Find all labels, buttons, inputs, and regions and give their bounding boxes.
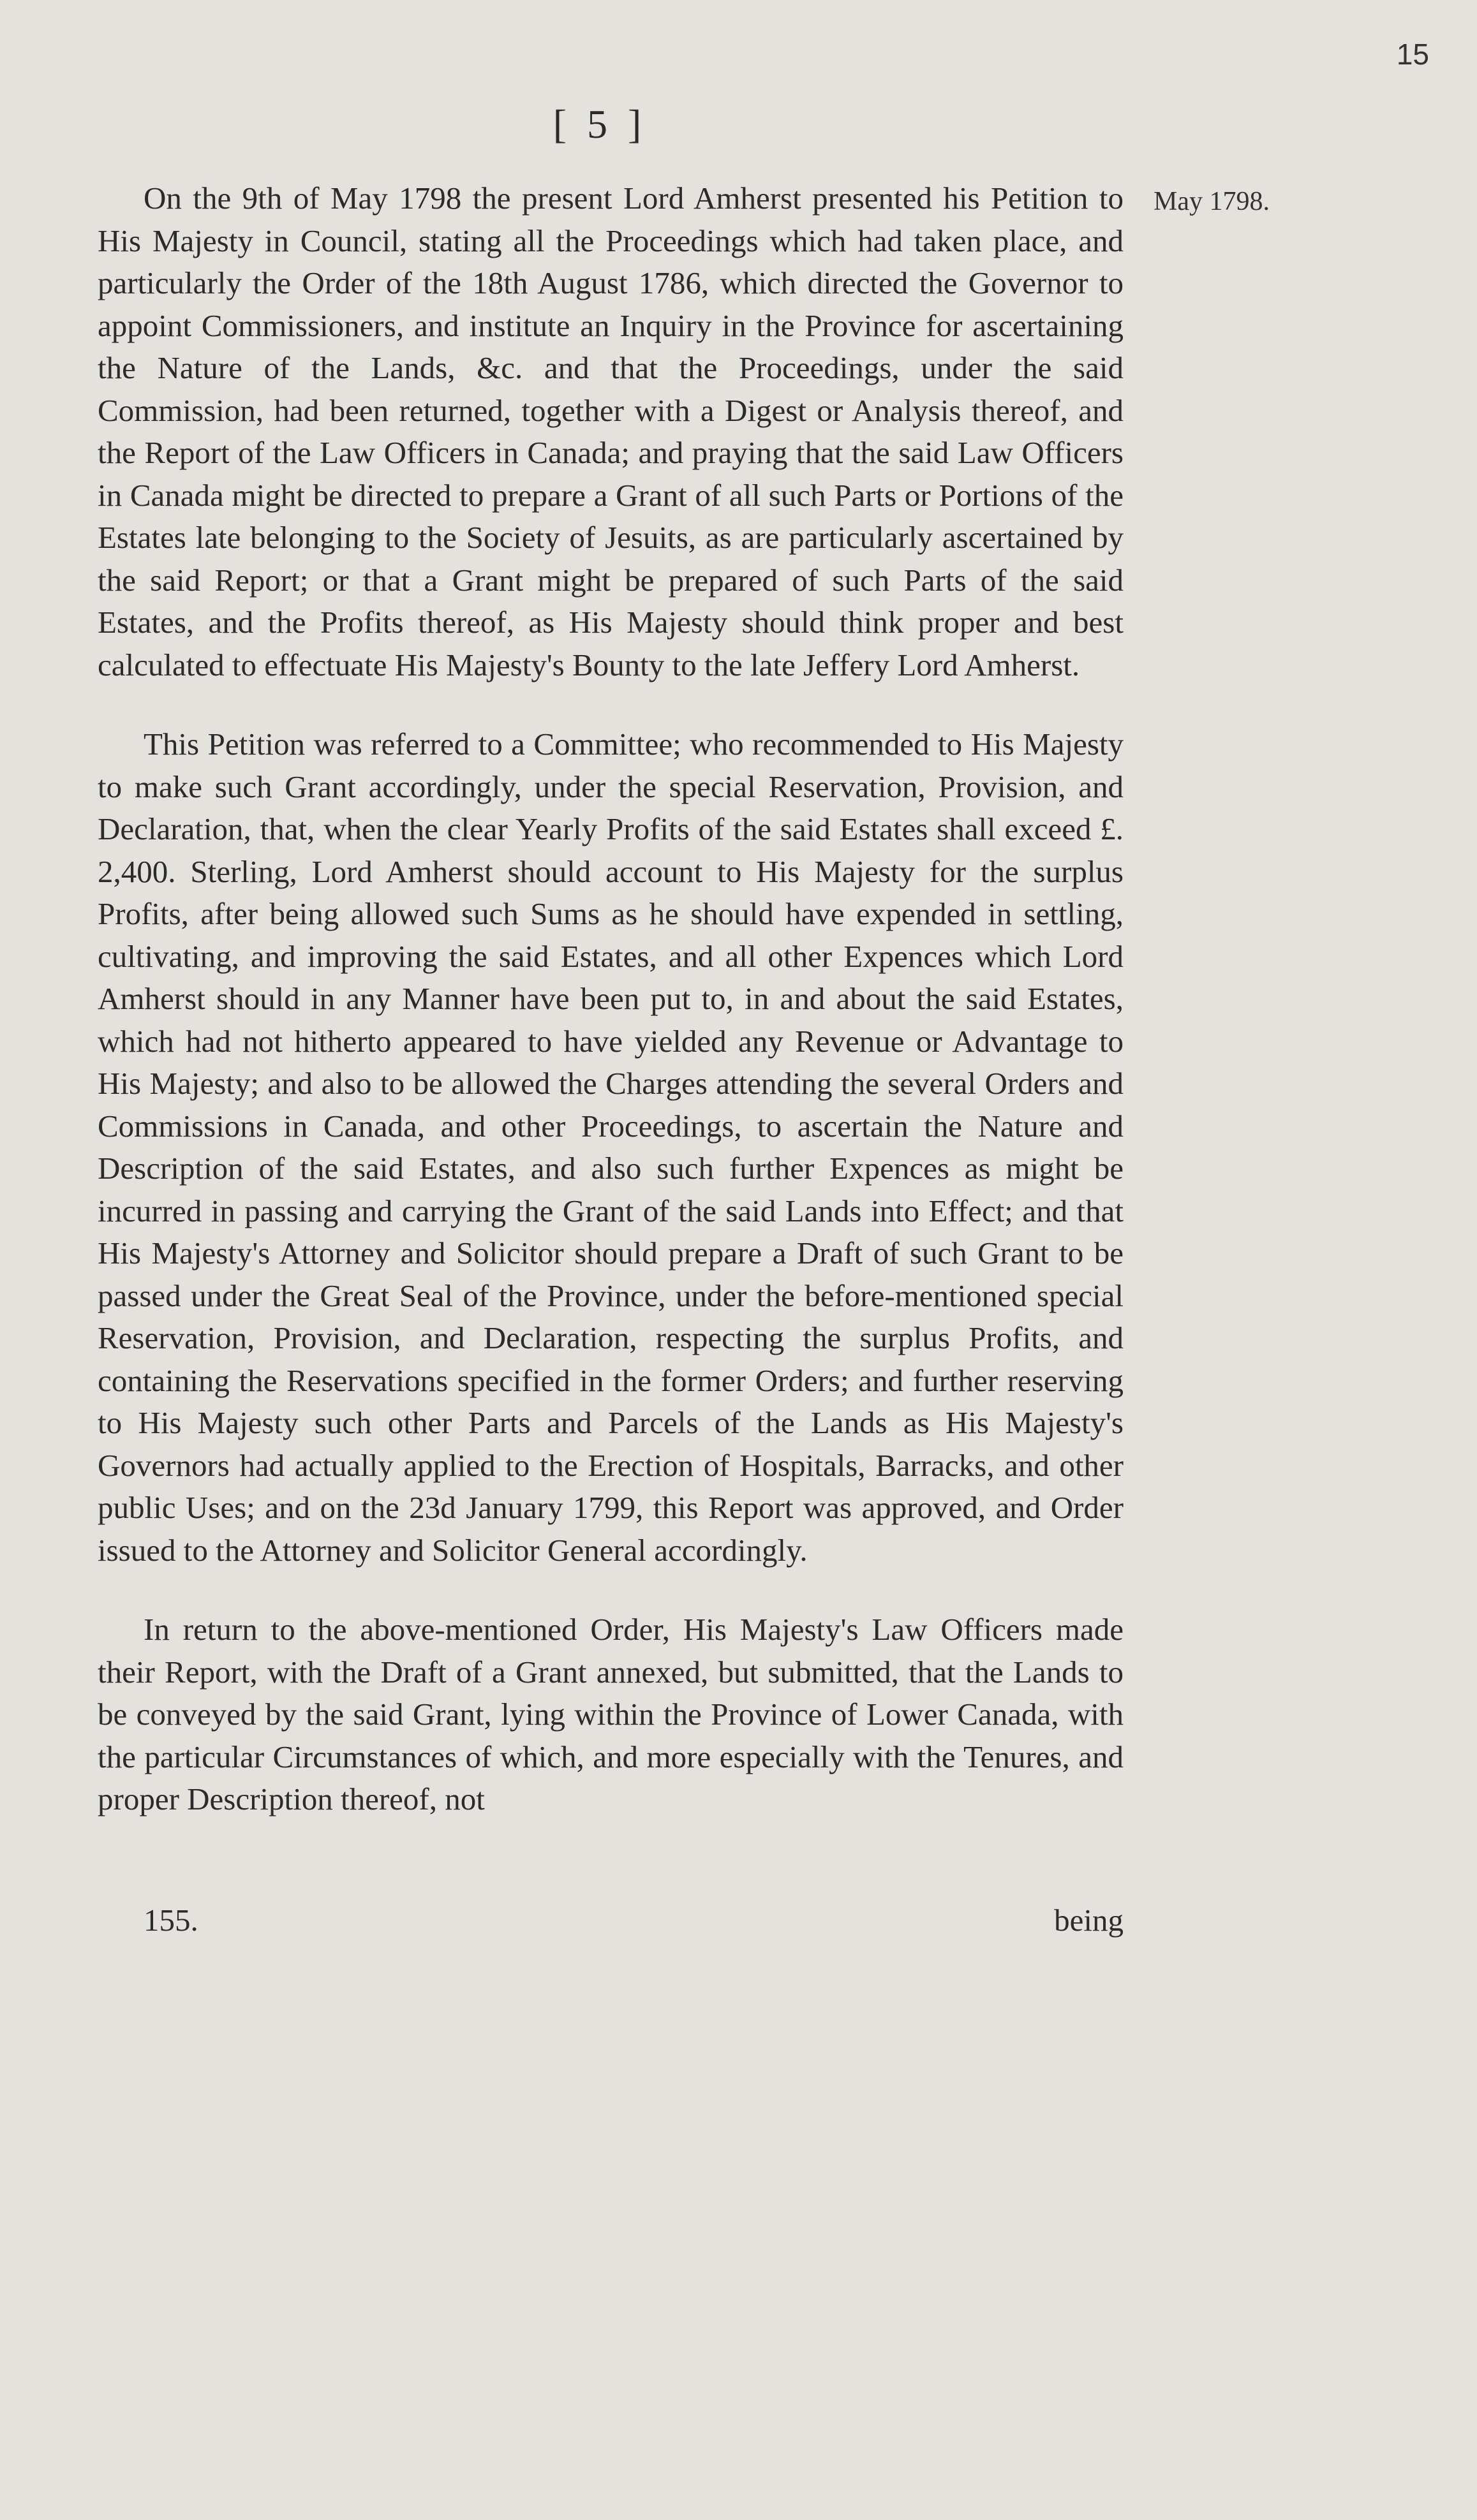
paragraph: In return to the above-mentioned Order, His Majesty's Law Officers made their Report, with the Draft of a Grant annexed, but submitted, that the Lands to be conveyed by the said Grant, lying within the Province of Lower Canada, with the particular Circumstances of which, and more especially with the Tenures, and proper Description thereof, not (98, 1612, 1124, 1816)
signature-mark: 155. (144, 1903, 198, 1938)
paragraph: On the 9th of May 1798 the present Lord Amherst presented his Petition to His Majesty in Council, stating all the Proceedings which had taken place, and particularly the Order of the 18th August 1786, which directed the Governor to appoint Commissioners, and institute an Inquiry in the Province for ascertaining the Nature of the Lands, &c. and that the Proceedings, under the said Commission, had been returned, together with a Digest or Analysis thereof, and the Report of the Law Officers in Canada; and praying that the said Law Officers in Canada might be directed to prepare a Grant of all such Parts or Portions of the Estates late belonging to the Society of Jesuits, as are particularly ascertained by the said Report; or that a Grant might be prepared of such Parts of the said Estates, and the Profits thereof, as His Majesty should think proper and best calculated to effectuate His Majesty's Bounty to the late Jeffery Lord Amherst. (98, 181, 1124, 682)
paragraph: This Petition was referred to a Committee; who recommended to His Majesty to make such Grant accordingly, under the special Reservation, Provision, and Declaration, that, when the clear Yearly Profits of the said Estates shall exceed £. 2,400. Sterling, Lord Amherst should account to His Majesty for the surplus Profits, after being allowed such Sums as he should have expended in settling, cultivating, and improving the said Estates, and all other Expences which Lord Amherst should in any Manner have been put to, in and about the said Estates, which had not hitherto appeared to have yielded any Revenue or Advantage to His Majesty; and also to be allowed the Charges attending the several Orders and Commissions in Canada, and other Proceedings, to ascertain the Nature and Description of the said Estates, and also such further Expences as might be incurred in passing and carrying the Grant of the said Lands into Effect; and that His Majesty's Attorney and Solicitor should prepare a Draft of such Grant to be passed under the Great Seal of the Province, under the before-mentioned special Reservation, Provision, and Declaration, respecting the surplus Profits, and containing the Reservations specified in the former Orders; and further reserving to His Majesty such other Parts and Parcels of the Lands as His Majesty's Governors had actually applied to the Erection of Hospitals, Barracks, and other public Uses; and on the 23d January 1799, this Report was approved, and Order issued to the Attorney and Solicitor General accordingly. (98, 726, 1124, 1568)
page-number: 15 (1396, 38, 1429, 71)
catchword: being (1054, 1903, 1124, 1938)
body-text (98, 177, 1124, 1821)
folio: [ 5 ] (553, 101, 647, 147)
margin-note: May 1798. (1154, 187, 1270, 216)
